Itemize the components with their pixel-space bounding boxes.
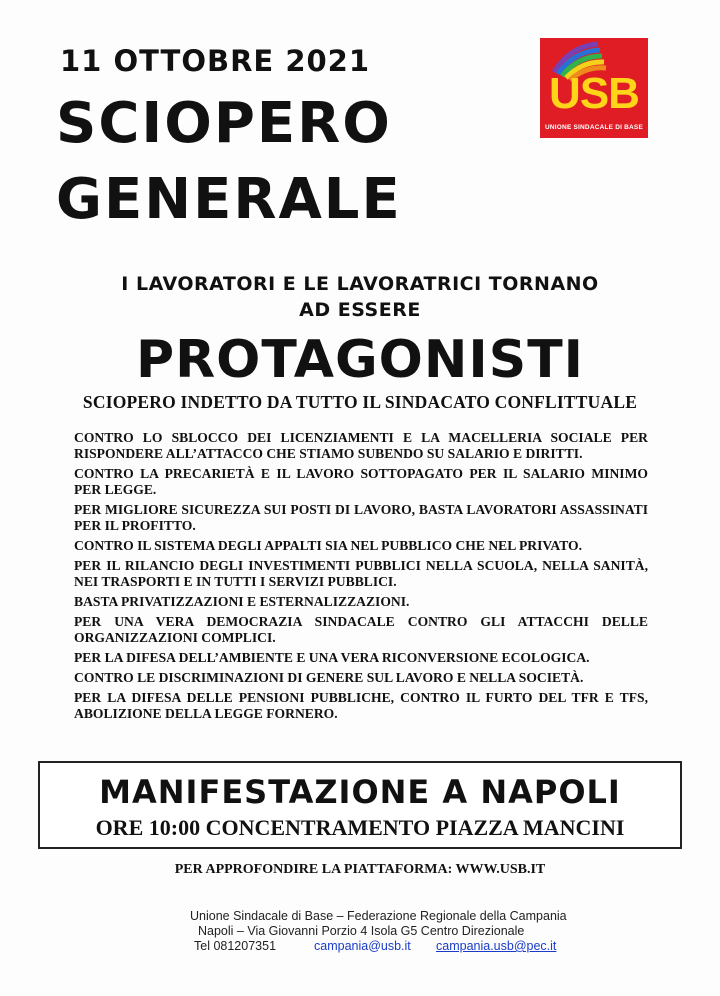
demand-item: PER IL RILANCIO DEGLI INVESTIMENTI PUBBLICI NELLA SCUOLA, NELLA SANITÀ, NEI TRASPORTI E IN TUTTI I SERVIZI PUBBLICI.	[74, 558, 648, 589]
demand-item: CONTRO LE DISCRIMINAZIONI DI GENERE SUL LAVORO E NELLA SOCIETÀ.	[74, 670, 584, 685]
strike-called-by: SCIOPERO INDETTO DA TUTTO IL SINDACATO CONFLITTUALE	[82, 392, 638, 412]
demand-item: PER MIGLIORE SICUREZZA SUI POSTI DI LAVORO, BASTA LAVORATORI ASSASSINATI PER IL PROFITTO.	[74, 502, 648, 533]
demands-list	[74, 430, 648, 726]
footer-phone: Tel 081207351	[194, 939, 277, 953]
footer-address: Napoli – Via Giovanni Porzio 4 Isola G5 Centro Direzionale	[198, 924, 525, 938]
footer-email-link[interactable]: campania@usb.it	[314, 939, 411, 953]
demonstration-title: MANIFESTAZIONE A NAPOLI	[99, 773, 621, 811]
platform-link-text: PER APPROFONDIRE LA PIATTAFORMA: WWW.USB.IT	[174, 862, 546, 877]
demand-item: BASTA PRIVATIZZAZIONI E ESTERNALIZZAZIONI.	[74, 594, 410, 609]
tagline-line2: AD ESSERE	[299, 299, 421, 321]
demand-item: PER LA DIFESA DELL’AMBIENTE E UNA VERA RICONVERSIONE ECOLOGICA.	[74, 650, 590, 665]
demand-item: PER UNA VERA DEMOCRAZIA SINDACALE CONTRO GLI ATTACCHI DELLE ORGANIZZAZIONI COMPLICI.	[74, 614, 648, 645]
footer-pec-link[interactable]: campania.usb@pec.it	[436, 939, 557, 953]
footer-contact-line	[194, 938, 557, 954]
demonstration-box	[38, 761, 682, 849]
demand-item: CONTRO LA PRECARIETÀ E IL LAVORO SOTTOPAGATO PER IL SALARIO MINIMO PER LEGGE.	[74, 466, 648, 497]
demand-item: PER LA DIFESA DELLE PENSIONI PUBBLICHE, CONTRO IL FURTO DEL TFR E TFS, ABOLIZIONE DELLA LEGGE FORNERO.	[74, 690, 648, 721]
headline-protagonisti: PROTAGONISTI	[135, 330, 585, 390]
footer-organization: Unione Sindacale di Base – Federazione Regionale della Campania	[190, 909, 567, 923]
title-sciopero: SCIOPERO	[56, 91, 392, 156]
logo-text: USB	[549, 69, 639, 118]
title-generale: GENERALE	[56, 167, 402, 232]
demand-item: CONTRO IL SISTEMA DEGLI APPALTI SIA NEL PUBBLICO CHE NEL PRIVATO.	[74, 538, 583, 553]
tagline-line1: I LAVORATORI E LE LAVORATRICI TORNANO	[121, 273, 599, 295]
demand-item: CONTRO LO SBLOCCO DEI LICENZIAMENTI E LA MACELLERIA SOCIALE PER RISPONDERE ALL’ATTACCO CHE STIAMO SUBENDO SU SALARIO E DIRITTI.	[74, 430, 648, 461]
strike-date: 11 OTTOBRE 2021	[60, 44, 371, 78]
usb-logo	[540, 38, 648, 138]
demonstration-time-place: ORE 10:00 CONCENTRAMENTO PIAZZA MANCINI	[95, 815, 625, 840]
logo-subtitle: UNIONE SINDACALE DI BASE	[545, 124, 643, 131]
